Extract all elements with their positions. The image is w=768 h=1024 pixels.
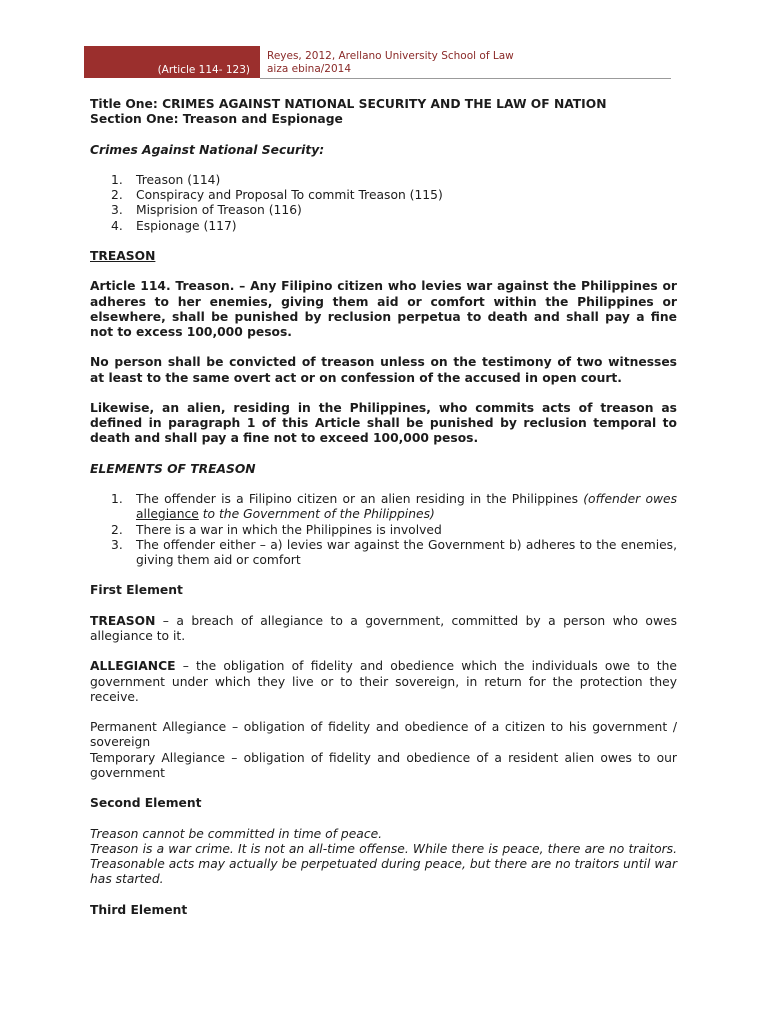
article-range: (Article 114- 123) — [157, 64, 250, 76]
author-line: aiza ebina/2014 — [267, 63, 352, 75]
second-element-heading: Second Element — [90, 796, 202, 811]
crimes-list — [90, 173, 677, 234]
temporary-allegiance: Temporary Allegiance – obligation of fidelity and obedience of a resident alien owes to our government — [90, 750, 677, 780]
list-item: 2. Conspiracy and Proposal To commit Treason (115) — [111, 188, 443, 203]
list-item: 1. The offender is a Filipino citizen or an alien residing in the Philippines (offender owes allegiance to the Government of the Philippines) — [111, 492, 677, 522]
alien-paragraph: Likewise, an alien, residing in the Philippines, who commits acts of treason as defined in paragraph 1 of this Article shall be punished by reclusion temporal to death and shall pay a fine not to exceed 100,000 pesos. — [90, 400, 677, 446]
source-line: Reyes, 2012, Arellano University School of Law — [267, 50, 514, 62]
list-item: 4. Espionage (117) — [111, 218, 237, 233]
permanent-allegiance: Permanent Allegiance – obligation of fidelity and obedience of a citizen to his government / sovereign — [90, 720, 677, 750]
crimes-heading: Crimes Against National Security: — [90, 142, 325, 157]
header-source — [267, 50, 514, 76]
third-element-heading: Third Element — [90, 902, 188, 917]
section-line: Section One: Treason and Espionage — [90, 112, 343, 127]
witness-paragraph: No person shall be convicted of treason unless on the testimony of two witnesses at least to the same overt act or on confession of the accused in open court. — [90, 355, 677, 385]
header-divider — [260, 78, 671, 79]
list-item: 3. The offender either – a) levies war against the Government b) adheres to the enemies, giving them aid or comfort — [111, 537, 677, 567]
article-114-paragraph: Article 114. Treason. – Any Filipino citizen who levies war against the Philippines or adheres to her enemies, giving them aid or comfort within the Philippines or elsewhere, shall be punished by reclusion perpetua to death and shall pay a fine not to excess 100,000 pesos. — [90, 279, 677, 339]
allegiance-definition: ALLEGIANCE – the obligation of fidelity and obedience which the individuals owe to the government under which they live or to their sovereign, in return for the protection they receive. — [90, 659, 677, 704]
elements-heading: ELEMENTS OF TREASON — [90, 461, 256, 476]
list-item: 1. Treason (114) — [111, 172, 221, 187]
header-band — [84, 46, 260, 78]
document-body — [90, 97, 677, 918]
elements-list — [90, 492, 677, 568]
title-line: Title One: CRIMES AGAINST NATIONAL SECURITY AND THE LAW OF NATION — [90, 97, 607, 111]
treason-definition: TREASON – a breach of allegiance to a government, committed by a person who owes allegiance to it. — [90, 613, 677, 643]
first-element-heading: First Element — [90, 583, 183, 598]
list-item: 2. There is a war in which the Philippines is involved — [111, 522, 442, 537]
war-crime-paragraph: Treason is a war crime. It is not an all-time offense. While there is peace, there are no traitors. Treasonable acts may actually be perpetuated during peace, but there are no traitors until war has started. — [90, 841, 677, 887]
peace-statement: Treason cannot be committed in time of peace. — [90, 826, 383, 841]
list-item: 3. Misprision of Treason (116) — [111, 203, 302, 218]
treason-heading: TREASON — [90, 248, 156, 263]
